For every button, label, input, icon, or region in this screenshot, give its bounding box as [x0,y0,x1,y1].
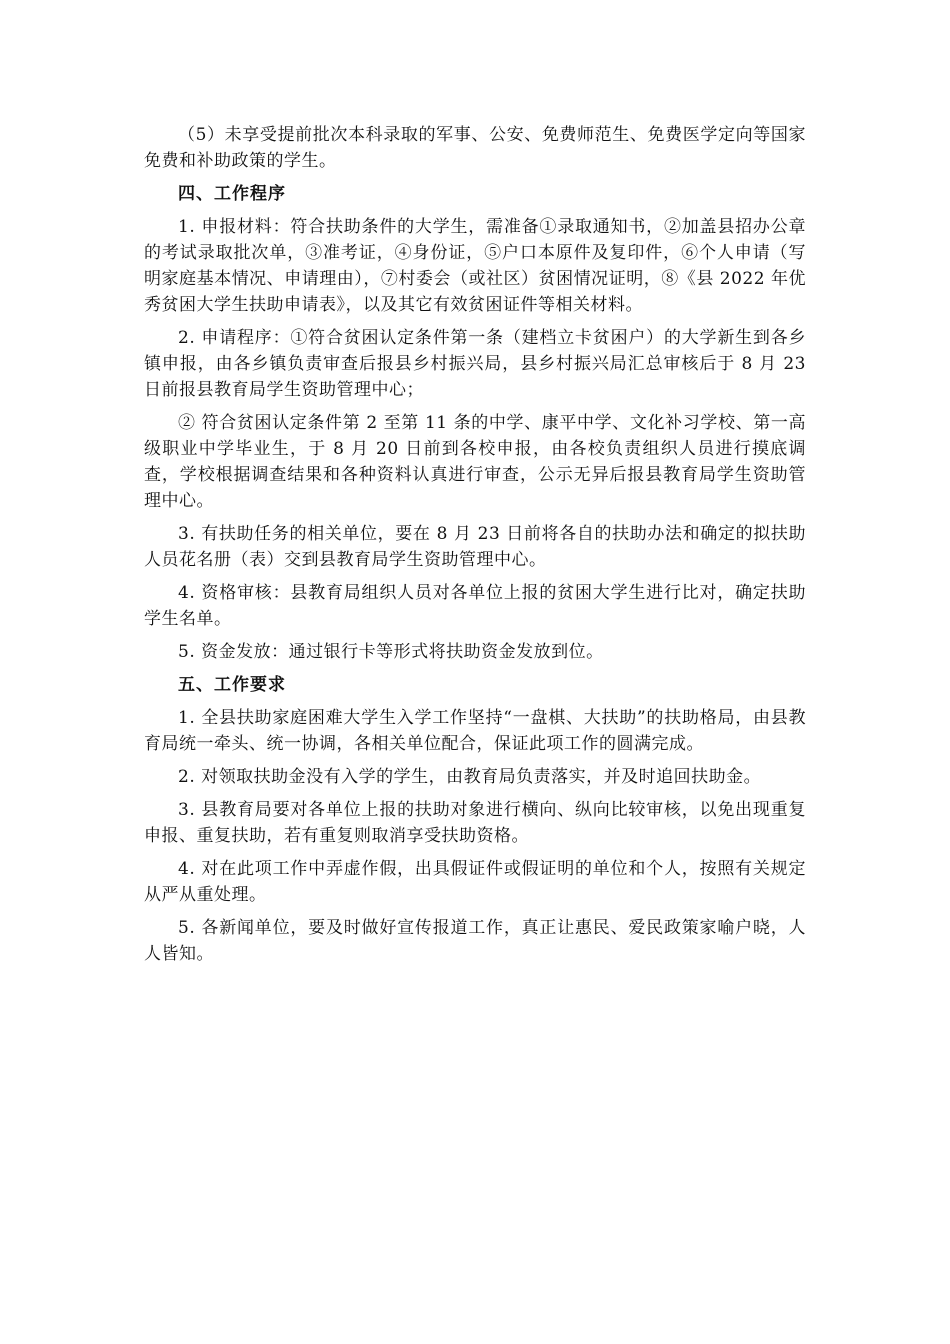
paragraph-application-procedure: 2. 申请程序：①符合贫困认定条件第一条（建档立卡贫困户）的大学新生到各乡镇申报，由各乡镇负责审查后报县乡村振兴局，县乡村振兴局汇总审核后于 8 月 23 日前报县教育局学生资助管理中心； [144,328,806,400]
paragraph-qualification-review: 4. 资格审核：县教育局组织人员对各单位上报的贫困大学生进行比对，确定扶助学生名单。 [144,583,806,629]
paragraph-requirement-1: 1. 全县扶助家庭困难大学生入学工作坚持“一盘棋、大扶助”的扶助格局，由县教育局统一牵头、统一协调，各相关单位配合，保证此项工作的圆满完成。 [144,708,806,754]
document-page [144,122,806,974]
paragraph-application-procedure-2: ② 符合贫困认定条件第 2 至第 11 条的中学、康平中学、文化补习学校、第一高级职业中学毕业生，于 8 月 20 日前到各校申报，由各校负责组织人员进行摸底调查，学校根据调查结果和各种资料认真进行审查，公示无异后报县教育局学生资助管理中心。 [144,413,806,511]
paragraph-requirement-2: 2. 对领取扶助金没有入学的学生，由教育局负责落实，并及时追回扶助金。 [178,767,762,787]
paragraph-assistance-units: 3. 有扶助任务的相关单位，要在 8 月 23 日前将各自的扶助办法和确定的拟扶助人员花名册（表）交到县教育局学生资助管理中心。 [144,524,806,570]
paragraph-item-5-exclusion: （5）未享受提前批次本科录取的军事、公安、免费师范生、免费医学定向等国家免费和补助政策的学生。 [144,125,806,171]
paragraph-requirement-3: 3. 县教育局要对各单位上报的扶助对象进行横向、纵向比较审核，以免出现重复申报、重复扶助，若有重复则取消享受扶助资格。 [144,800,806,846]
section-heading-work-procedure: 四、工作程序 [178,184,286,204]
paragraph-application-materials: 1. 申报材料：符合扶助条件的大学生，需准备①录取通知书，②加盖县招办公章的考试录取批次单，③准考证，④身份证，⑤户口本原件及复印件，⑥个人申请（写明家庭基本情况、申请理由），⑦村委会（或社区）贫困情况证明，⑧《县 2022 年优秀贫困大学生扶助申请表》，以及其它有效贫困证件等相关材料。 [144,217,806,315]
paragraph-requirement-4: 4. 对在此项工作中弄虚作假，出具假证件或假证明的单位和个人，按照有关规定从严从重处理。 [144,859,806,905]
section-heading-work-requirements: 五、工作要求 [178,675,286,695]
paragraph-requirement-5: 5. 各新闻单位，要及时做好宣传报道工作，真正让惠民、爱民政策家喻户晓，人人皆知。 [144,918,806,964]
paragraph-fund-distribution: 5. 资金发放：通过银行卡等形式将扶助资金发放到位。 [178,642,604,662]
